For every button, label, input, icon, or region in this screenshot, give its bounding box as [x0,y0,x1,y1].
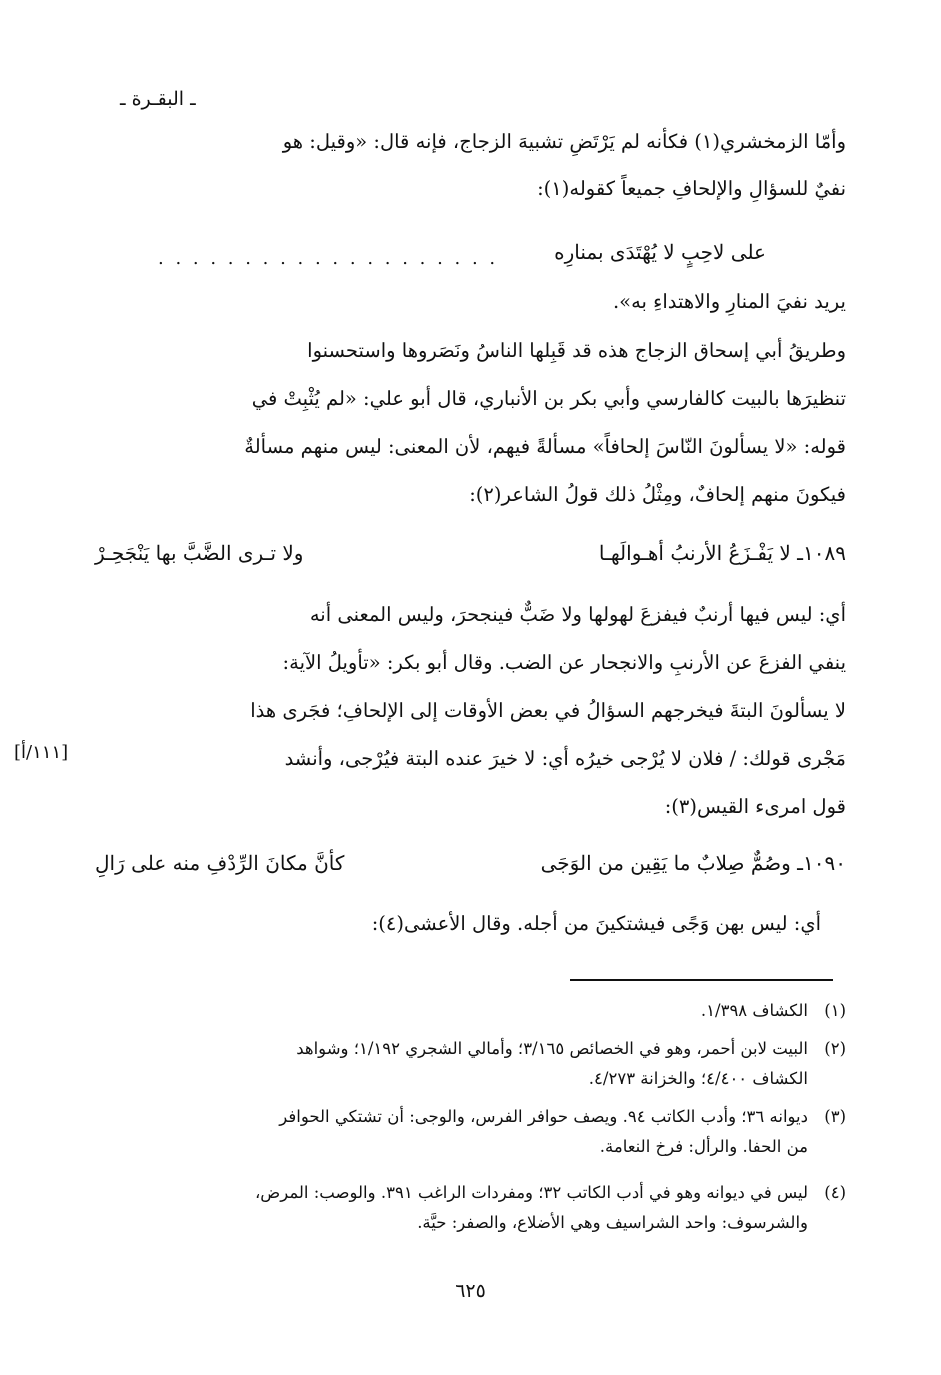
verse-hemistich-1: ١٠٨٩ـ لا يَفْـزَعُ الأرنبُ أهـوالَهـا [598,541,846,565]
body-line: وطريقُ أبي إسحاق الزجاج هذه قد قَبِلها الناسُ ونَصَروها واستحسنوا [307,339,846,362]
body-line: أي: ليس فيها أرنبٌ فيفزعَ لهولها ولا ضَبٌّ فينجحرَ، وليس المعنى أنه [309,603,846,626]
body-line: مَجْرى قولك: / فلان لا يُرْجى خيرُه أي: لا خيرَ عنده البتة فيُرْجى، وأنشد [284,747,846,770]
footnote-text: البيت لابن أحمر، وهو في الخصائص ٣/١٦٥؛ وأمالي الشجري ١/١٩٢؛ وشواهد [296,1039,808,1058]
footnote-number: (٣) [824,1107,846,1126]
footnote-number: (١) [824,1001,846,1020]
body-line: لا يسألونَ البتةَ فيخرجهم السؤالُ في بعض الأوقات إلى الإلحافِ؛ فجَرى هذا [250,699,846,722]
body-line: قوله: «لا يسألونَ النّاسَ إلحافاً» مسألةً فيهم، لأن المعنى: ليس منهم مسألةٌ [244,435,846,458]
body-line: قول امرىء القيس(٣): [664,795,846,818]
margin-folio-note: [١١١/أ] [14,742,69,763]
body-line: أي: ليس بهن وَجًى فيشتكينَ من أجله. وقال الأعشى(٤): [371,912,821,935]
page-number: ٦٢٥ [455,1280,486,1302]
footnote-text: والشرسوف: واحد الشراسيف وهي الأضلاع، والصفر: حيَّة. [417,1213,808,1232]
verse-hemistich-2: ولا تـرى الضَّبَّ بها يَنْجَحِـرْ [95,541,304,565]
body-line: يريد نفيَ المنارِ والاهتداءِ به». [612,290,846,313]
footnote-text: الكشاف ١/٣٩٨. [700,1001,808,1020]
ellipsis-dots: . . . . . . . . . . . . . . . . . . . . [158,248,499,269]
footnote-text: من الحفا. والرأل: فرخ النعامة. [599,1137,808,1156]
verse-hemistich: على لاحِبٍ لا يُهْتَدَى بمنارِه [554,240,766,264]
footnote-number: (٤) [824,1183,846,1202]
footnote-separator [570,979,833,981]
footnote-text: ديوانه ٣٦؛ وأدب الكاتب ٩٤. ويصف حوافر الفرس، والوجى: أن تشتكي الحوافر [279,1107,808,1126]
body-line: وأمّا الزمخشري(١) فكأنه لم يَرْتَضِ تشبيهَ الزجاج، فإنه قال: «وقيل: هو [282,130,846,153]
footnote-number: (٢) [824,1039,846,1058]
body-line: فيكونَ منهم إلحافٌ، ومِثْلُ ذلك قولُ الشاعر(٢): [469,483,846,506]
footnote-text: الكشاف ٤/٤٠٠؛ والخزانة ٤/٢٧٣. [588,1069,808,1088]
footnote-text: ليس في ديوانه وهو في أدب الكاتب ٣٢؛ ومفردات الراغب ٣٩١. والوصب: المرض، [254,1183,808,1202]
body-line: تنظيرَها بالبيت كالفارسي وأبي بكر بن الأنباري، قال أبو علي: «لم يُثْبِتْ في [251,387,846,410]
body-line: ينفي الفزعَ عن الأرنبِ والانجحار عن الضب. وقال أبو بكر: «تأويلُ الآية: [282,651,846,674]
running-header: ـ البقـرة ـ [120,88,196,110]
verse-hemistich-1: ١٠٩٠ـ وصُمٌّ صِلابٌ ما يَقِين من الوَجَى [540,851,846,875]
verse-hemistich-2: كأنَّ مكانَ الرِّدْفِ منه على رَالِ [95,851,345,875]
body-line: نفيٌ للسؤالِ والإلحافِ جميعاً كقوله(١): [537,177,846,200]
